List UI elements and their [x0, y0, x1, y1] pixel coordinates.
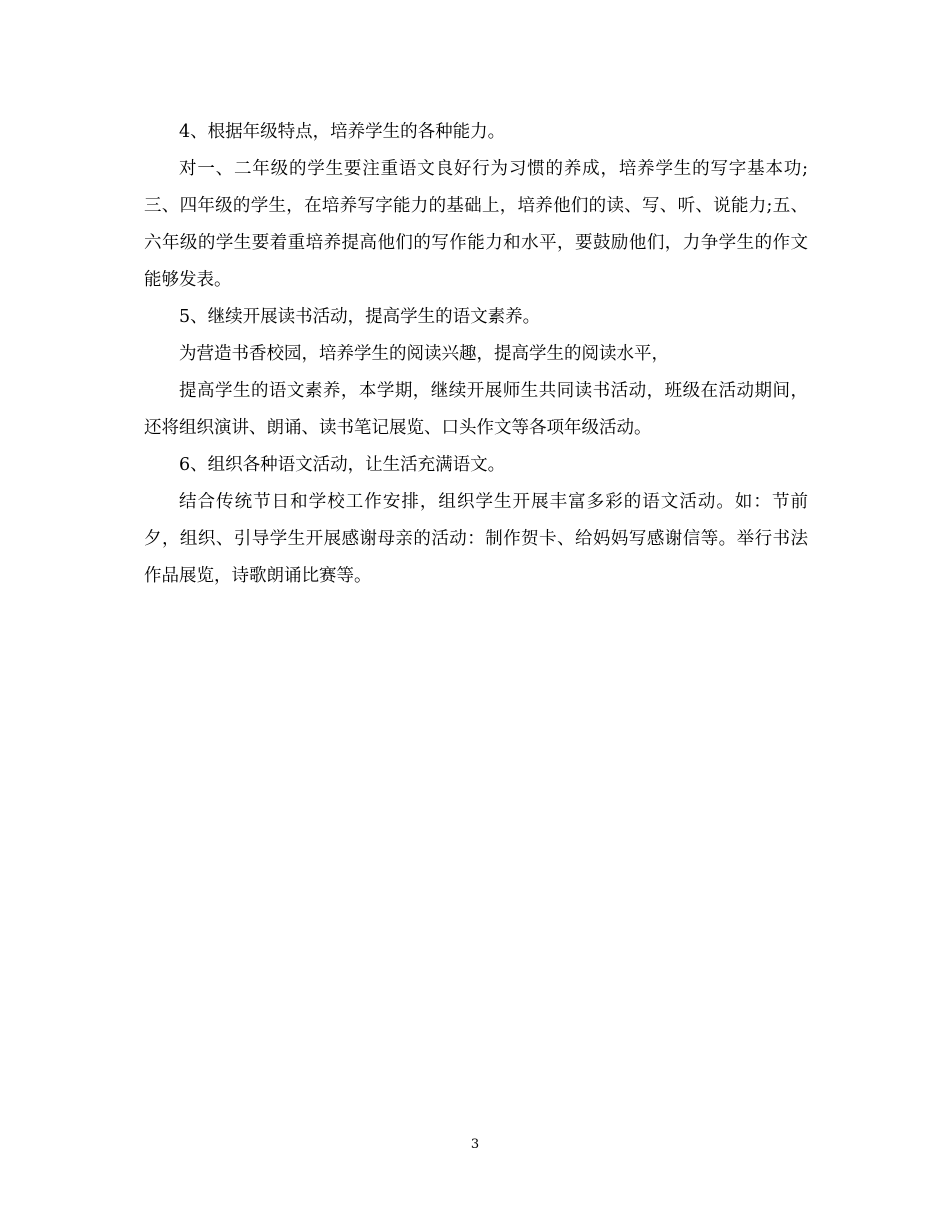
paragraph-reading-campus: 为营造书香校园，培养学生的阅读兴趣，提高学生的阅读水平， [179, 344, 669, 364]
page-number: 3 [470, 1137, 480, 1152]
paragraph-reading-activities: 提高学生的语文素养，本学期，继续开展师生共同读书活动，班级在活动期间，还将组织演讲、朗诵、读书笔记展览、口头作文等各项年级活动。 [144, 381, 808, 438]
heading-item-5: 5、继续开展读书活动，提高学生的语文素养。 [179, 307, 541, 327]
page-body [144, 114, 808, 595]
heading-item-4: 4、根据年级特点，培养学生的各种能力。 [179, 122, 506, 142]
paragraph-chinese-activities: 结合传统节日和学校工作安排，组织学生开展丰富多彩的语文活动。如：节前夕，组织、引导学生开展感谢母亲的活动：制作贺卡、给妈妈写感谢信等。举行书法作品展览，诗歌朗诵比赛等。 [144, 492, 808, 586]
paragraph-grade-abilities: 对一、二年级的学生要注重语文良好行为习惯的养成，培养学生的写字基本功;三、四年级的学生，在培养写字能力的基础上，培养他们的读、写、听、说能力;五、六年级的学生要着重培养提高他们的写作能力和水平，要鼓励他们，力争学生的作文能够发表。 [144, 159, 808, 290]
heading-item-6: 6、组织各种语文活动，让生活充满语文。 [179, 455, 506, 475]
